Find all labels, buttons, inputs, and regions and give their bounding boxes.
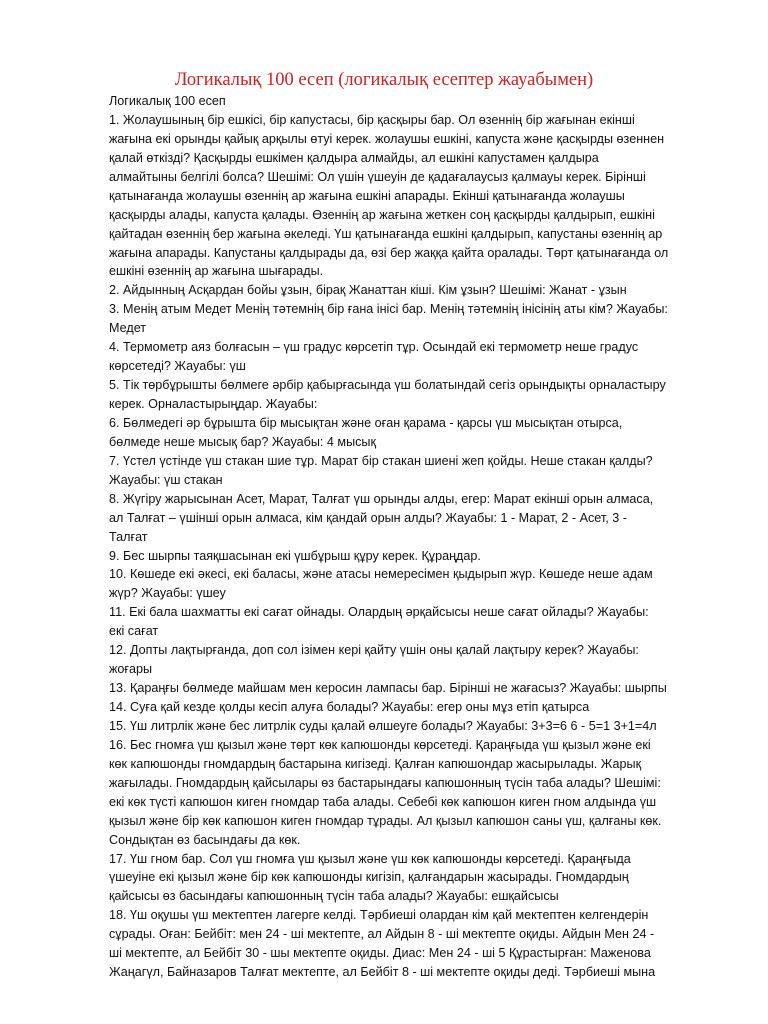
text-line: қайсысы өз басындағы капюшонның түсін таба алады? Жауабы: ешқайсысы	[109, 889, 559, 904]
text-line: сұрады. Оған: Бейбіт: мен 24 - ші мектепте, ал Айдын 8 - ші мектепте оқиды. Айдын Мен 24 -	[109, 927, 655, 942]
text-line: жоғары	[109, 662, 153, 677]
text-line: керек. Орналастырыңдар. Жауабы:	[109, 397, 318, 411]
text-line: ші мектепте, ал Бейбіт 30 - шы мектепте оқиды. Диас: Мен 24 - ші 5 Құрастырған: Маженова	[109, 946, 651, 961]
text-line: екі көк түсті капюшон киген гномдар таба алады. Себебі көк капюшон киген гном алдында үш	[109, 794, 657, 809]
text-line: 5. Тік төрбұрышты бөлмеге әрбір қабырғасында үш болатындай сегіз орындықты орналастыру	[109, 378, 666, 393]
text-line: Медет	[109, 321, 147, 336]
text-line: үшеуіне екі қызыл және бір көк капюшонды кигізіп, қалғандарын жасырады. Гномдардың	[109, 870, 629, 885]
text-line: ал Талғат – үшінші орын алмаса, кім қандай орын алды? Жауабы: 1 - Марат, 2 - Асет, 3 -	[109, 510, 627, 525]
text-line: 3. Менің атым Медет Менің тәтемнің бір ғана інісі бар. Менің тәтемнің інісінің аты кім? Жауабы:	[109, 302, 668, 317]
text-line: 7. Үстел үстінде үш стакан шие тұр. Марат бір стакан шиені жеп қойды. Неше стакан қалды?	[109, 453, 653, 468]
text-line: 6. Бөлмедегі әр бұрышта бір мысықтан және оған қарама - қарсы үш мысықтан отырса,	[109, 415, 623, 430]
text-line: 14. Суға қай кезде қолды кесіп алуға болады? Жауабы: егер оны мұз етіп қатырса	[109, 700, 590, 714]
text-line: Сондықтан өз басындағы да көк.	[109, 832, 301, 847]
text-line: Жауабы: үш стакан	[109, 472, 223, 487]
text-line: ешкіні өзеннің ар жағына шығарады.	[109, 264, 324, 279]
text-line: 16. Бес гномға үш қызыл және төрт көк капюшонды көрсетеді. Қараңғыда үш қызыл және екі	[109, 737, 651, 752]
text-line: алмайтыны белгілі болса? Шешімі: Ол үшін үшеуін де қадағалаусыз қалмауы керек. Бірінші	[109, 169, 646, 184]
text-line: жағына екі орынды қайық арқылы өтуі керек. жолаушы ешкіні, капуста және қасқырды өзеннен	[109, 131, 665, 146]
text-line: екі сағат	[109, 624, 159, 639]
text-line: 9. Бес шырпы таяқшасынан екі үшбұрыш құру керек. Құраңдар.	[109, 548, 481, 563]
text-line: 12. Допты лақтырғанда, доп сол ізімен кері қайту үшін оны қалай лақтыру керек? Жауабы:	[109, 643, 639, 658]
text-line: 4. Термометр аяз болғасын – үш градус көрсетіп тұр. Осындай екі термометр неше градус	[109, 340, 639, 355]
text-line: 13. Қараңғы бөлмеде майшам мен керосин лампасы бар. Бірінші не жағасыз? Жауабы: шырпы	[109, 681, 667, 696]
text-line: 17. Үш гном бар. Сол үш гномға үш қызыл және үш көк капюшонды көрсетеді. Қараңғыда	[109, 851, 631, 866]
text-line: жағылады. Гномдардың қайсылары өз бастарындағы капюшонның түсін таба алады? Шешімі:	[109, 775, 661, 790]
text-line: 15. Үш литрлік және бес литрлік суды қалай өлшеуге болады? Жауабы: 3+3=6 6 - 5=1 3+1=4л	[109, 718, 657, 733]
text-line: жағына апарады. Капустаны қалдырады да, өзі бер жаққа қайта оралады. Төрт қатынағанда ол	[109, 245, 669, 260]
text-line: 10. Көшеде екі әкесі, екі баласы, және атасы немересімен қыдырып жүр. Көшеде неше адам	[109, 567, 653, 582]
text-line: көрсетеді? Жауабы: үш	[109, 359, 246, 374]
text-line: 18. Үш оқушы үш мектептен лагерге келді. Тәрбиеші олардан кім қай мектептен келгендерін	[109, 908, 649, 923]
text-line: 11. Екі бала шахматты екі сағат ойнады. Олардың әрқайсысы неше сағат ойлады? Жауабы:	[109, 605, 649, 620]
text-line: Талғат	[109, 529, 148, 544]
text-line: 1. Жолаушының бір ешкісі, бір капустасы, бір қасқыры бар. Ол өзеннің бір жағынан екінші	[109, 112, 635, 127]
text-line: қалай өткізді? Қасқырды ешкімен қалдыра алмайды, ал ешкіні капустамен қалдыра	[109, 150, 599, 165]
text-line: бөлмеде неше мысық бар? Жауабы: 4 мысық	[109, 434, 376, 449]
text-line: 8. Жүгіру жарысынан Асет, Марат, Талғат үш орынды алды, егер: Марат екінші орын алмаса,	[109, 491, 654, 506]
text-line: қайтадан өзеннің бер жағына әкеледі. Үш қатынағанда ешкіні қалдырып, капустаны өзеннің ар	[109, 226, 663, 241]
text-line: қатынағанда жолаушы өзеннің ар жағына ешкіні апарады. Екінші қатынағанда жолаушы	[109, 188, 625, 203]
text-line: көк капюшонды гномдардың бастарына кигізеді. Қалған капюшондар жасырылады. Жарық	[109, 756, 642, 771]
document-title: Логикалық 100 есеп (логикалық есептер жауабымен)	[174, 70, 594, 90]
text-line: қызыл және бір көк капюшон киген гномдар тұрады. Ал қызыл капюшон саны үш, қалғаны көк.	[109, 813, 662, 828]
document-subtitle: Логикалық 100 есеп	[109, 94, 226, 108]
text-line: 2. Айдынның Асқардан бойы ұзын, бірақ Жанаттан кіші. Кім ұзын? Шешімі: Жанат - ұзын	[109, 283, 627, 298]
text-line: қасқырды алады, капуста қалады. Өзеннің ар жағына жеткен соң қасқырды қалдырып, ешкіні	[109, 207, 655, 222]
document-body	[109, 92, 719, 982]
text-line: Жаңагүл, Байназаров Талғат мектепте, ал Бейбіт 8 - ші мектепте оқиды деді. Тәрбиеші мына	[109, 965, 656, 980]
text-line: жүр? Жауабы: үшеу	[109, 586, 226, 601]
